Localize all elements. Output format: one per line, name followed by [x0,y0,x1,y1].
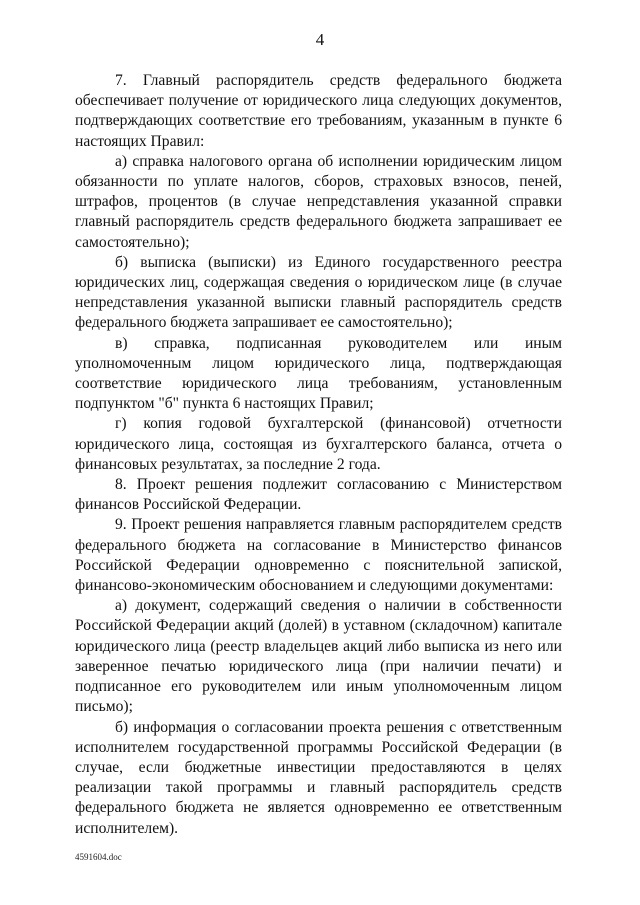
paragraph-9a: а) документ, содержащий сведения о наличии в собственности Российской Федерации акций (долей) в уставном (складочном) капитале юридического лица (реестр владельцев акций либо выписка из него или заверенное печатью юридического лица (при наличии печати) и подписанное его руководителем или иным уполномоченным лицом письмо); [75,597,562,716]
paragraph-7g: г) копия годовой бухгалтерской (финансовой) отчетности юридического лица, состоящая из бухгалтерского баланса, отчета о финансовых результатах, за последние 2 года. [75,415,562,473]
paragraph-9b: б) информация о согласовании проекта решения с ответственным исполнителем государственной программы Российской Федерации (в случае, если бюджетные инвестиции предоставляются в целях реализации такой программы и главный распорядитель средств федерального бюджета не является одновременно ее ответственным исполнителем). [75,718,562,837]
page-number: 4 [315,30,325,49]
document-filename: 4591604.doc [75,852,122,862]
paragraph-7: 7. Главный распорядитель средств федерального бюджета обеспечивает получение от юридического лица следующих документов, подтверждающих соответствие его требованиям, указанным в пункте 6 настоящих Правил: [75,72,562,150]
document-body [75,71,562,839]
paragraph-7a: а) справка налогового органа об исполнении юридическим лицом обязанности по уплате налогов, сборов, страховых взносов, пеней, штрафов, процентов (в случае непредставления указанной справки главный распорядитель средств федерального бюджета запрашивает ее самостоятельно); [75,152,562,251]
paragraph-9: 9. Проект решения направляется главным распорядителем средств федерального бюджета на согласование в Министерство финансов Российской Федерации одновременно с пояснительной запиской, финансово-экономическим обоснованием и следующими документами: [75,516,562,595]
paragraph-8: 8. Проект решения подлежит согласованию с Министерством финансов Российской Федерации. [75,476,562,514]
paragraph-7v: в) справка, подписанная руководителем или иным уполномоченным лицом юридического лица, подтверждающая соответствие юридического лица требованиям, установленным подпунктом "б" пункта 6 настоящих Правил; [75,334,562,413]
paragraph-7b: б) выписка (выписки) из Единого государственного реестра юридических лиц, содержащая сведения о юридическом лице (в случае непредставления указанной выписки главный распорядитель средств федерального бюджета запрашивает ее самостоятельно); [75,253,562,332]
